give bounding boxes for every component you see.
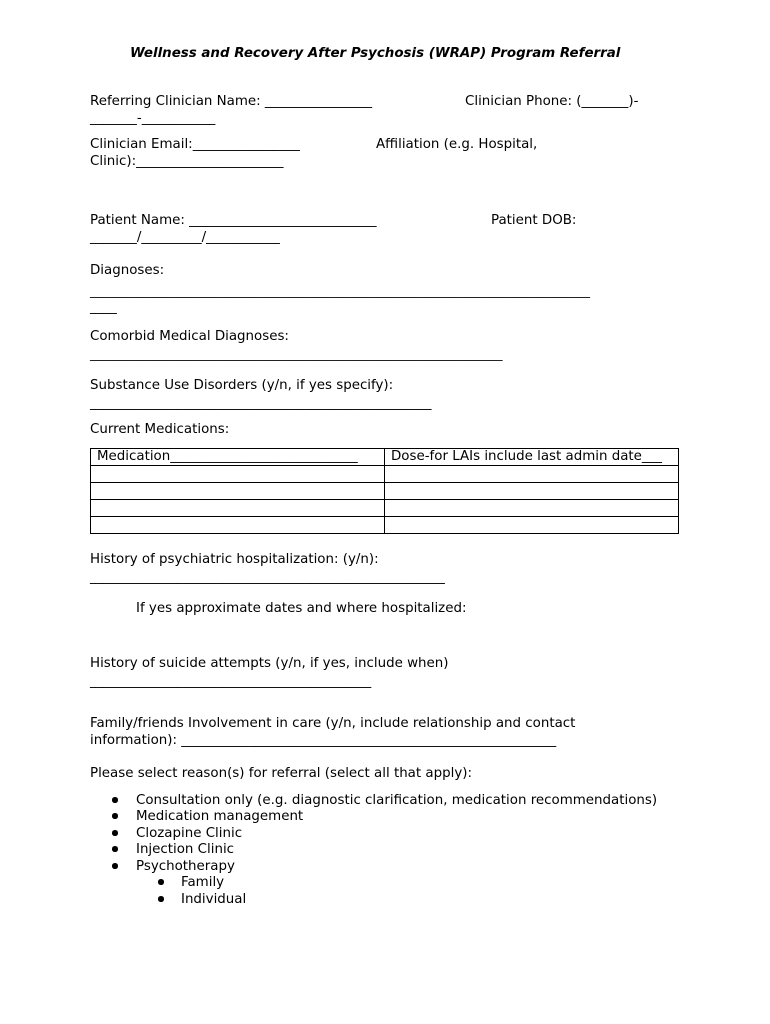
medication-cell[interactable] — [91, 517, 385, 534]
table-row — [91, 500, 679, 517]
suicide-label: History of suicide attempts (y/n, if yes, include when) — [90, 656, 449, 671]
table-row — [91, 466, 679, 483]
clinician-email-field[interactable]: Clinician Email:________________ — [90, 137, 300, 152]
family-field[interactable]: information): ________________________________________________________ — [90, 733, 557, 748]
referral-label: Please select reason(s) for referral (select all that apply): — [90, 766, 472, 781]
diagnoses-label: Diagnoses: — [90, 263, 165, 278]
patient-name-field[interactable]: Patient Name: ____________________________ — [90, 213, 377, 228]
comorbid-label: Comorbid Medical Diagnoses: — [90, 329, 289, 344]
medication-cell[interactable] — [91, 466, 385, 483]
dose-cell[interactable] — [385, 517, 679, 534]
reason-injection-clinic[interactable]: Injection Clinic — [136, 842, 235, 857]
diagnoses-line[interactable]: ________________________________________________________________________________ — [90, 283, 590, 298]
suicide-line[interactable]: __________________________________________ — [90, 674, 372, 689]
clinician-phone-field[interactable]: Clinician Phone: (_______)- — [465, 94, 639, 109]
psychotherapy-family[interactable]: Family — [181, 875, 225, 890]
page-title: Wellness and Recovery After Psychosis (WRAP) Program Referral — [130, 46, 621, 61]
dose-cell[interactable] — [385, 466, 679, 483]
medication-cell[interactable] — [91, 483, 385, 500]
bullet — [112, 813, 118, 819]
bullet — [112, 846, 118, 852]
bullet — [112, 863, 118, 869]
bullet — [158, 896, 164, 902]
clinician-phone-field-cont[interactable]: _______-___________ — [90, 111, 216, 126]
dose-cell[interactable] — [385, 500, 679, 517]
dose-column-header: Dose-for LAIs include last admin date___ — [385, 449, 679, 466]
bullet — [112, 797, 118, 803]
hospitalization-line[interactable]: _____________________________________________________ — [90, 570, 445, 585]
table-header-row — [91, 449, 679, 466]
table-row — [91, 517, 679, 534]
substance-label: Substance Use Disorders (y/n, if yes specify): — [90, 378, 394, 393]
patient-dob-field[interactable]: Patient DOB: — [491, 213, 577, 228]
medication-cell[interactable] — [91, 500, 385, 517]
reason-medication-management[interactable]: Medication management — [136, 809, 304, 824]
medications-label: Current Medications: — [90, 422, 230, 437]
medication-column-header: Medication____________________________ — [91, 449, 385, 466]
psychotherapy-individual[interactable]: Individual — [181, 892, 247, 907]
comorbid-line[interactable]: __________________________________________________________________ — [90, 346, 503, 361]
table-row — [91, 483, 679, 500]
affiliation-field-cont[interactable]: Clinic):______________________ — [90, 154, 284, 169]
dose-cell[interactable] — [385, 483, 679, 500]
diagnoses-line-cont[interactable]: ____ — [90, 300, 117, 315]
medications-table — [90, 448, 679, 534]
bullet — [112, 830, 118, 836]
reason-psychotherapy[interactable]: Psychotherapy — [136, 859, 235, 874]
affiliation-field[interactable]: Affiliation (e.g. Hospital, — [376, 137, 538, 152]
family-label: Family/friends Involvement in care (y/n, include relationship and contact — [90, 716, 576, 731]
bullet — [158, 879, 164, 885]
hospitalization-label: History of psychiatric hospitalization: (y/n): — [90, 552, 379, 567]
hospitalization-followup: If yes approximate dates and where hospitalized: — [136, 601, 467, 616]
clinician-name-field[interactable]: Referring Clinician Name: ________________ — [90, 94, 373, 109]
substance-line[interactable]: ___________________________________________________ — [90, 396, 432, 411]
reason-consultation[interactable]: Consultation only (e.g. diagnostic clarification, medication recommendations) — [136, 793, 658, 808]
patient-dob-field-cont[interactable]: _______/_________/___________ — [90, 230, 280, 245]
reason-clozapine-clinic[interactable]: Clozapine Clinic — [136, 826, 243, 841]
